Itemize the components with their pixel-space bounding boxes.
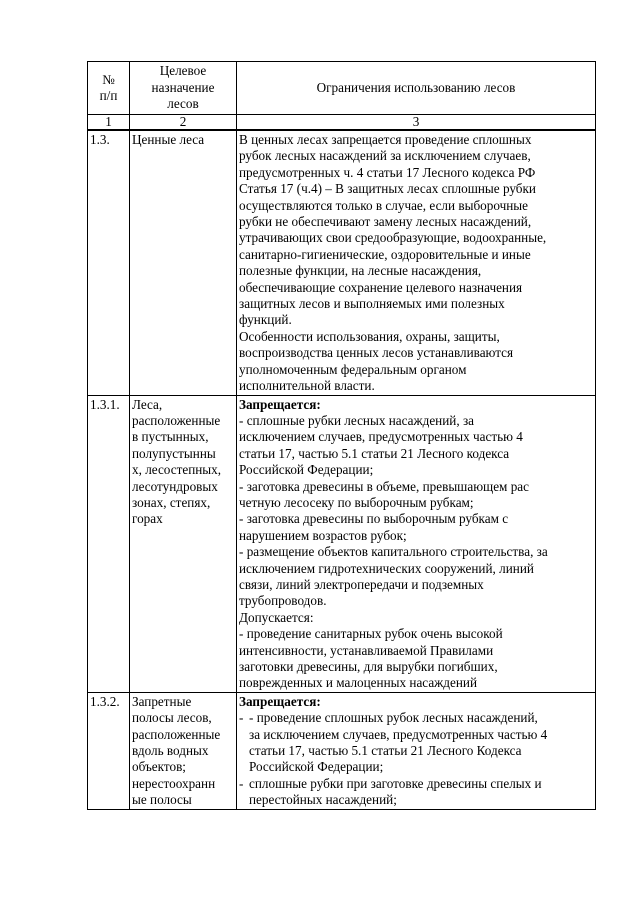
purpose-line: объектов; — [132, 759, 186, 775]
text-line: Статья 17 (ч.4) – В защитных лесах сплошные рубки — [239, 181, 536, 197]
text-line: связи, линий электропередачи и подземных — [239, 576, 484, 592]
purpose-line: Леса, — [132, 396, 163, 412]
allowed-heading: Допускается: — [239, 609, 314, 625]
header-purpose-line: лесов — [167, 96, 199, 112]
purpose-line: в пустынных, — [132, 429, 209, 445]
text-line: предусмотренных ч. 4 статьи 17 Лесного кодекса РФ — [239, 164, 536, 180]
purpose-line: расположенные — [132, 412, 221, 428]
text-line: сплошные рубки при заготовке древесины спелых и — [249, 775, 542, 791]
column-number: 3 — [237, 115, 596, 131]
table-row — [88, 692, 596, 809]
purpose-line: полупустынны — [132, 445, 216, 461]
text-line: поврежденных и малоценных насаждений — [239, 675, 478, 691]
row-restrictions — [237, 130, 596, 395]
list-marker: - — [239, 775, 244, 791]
text-line: защитных лесов и выполняемых ими полезных — [239, 296, 505, 312]
column-number: 2 — [130, 115, 237, 131]
list-item — [239, 776, 593, 809]
text-line: Особенности использования, охраны, защиты, — [239, 328, 500, 344]
text-line: перестойных насаждений; — [249, 792, 397, 808]
row-purpose — [130, 395, 237, 692]
header-number-line: № — [102, 71, 115, 87]
text-line: В ценных лесах запрещается проведение сплошных — [239, 132, 532, 147]
purpose-line: нерестоохранн — [132, 775, 216, 791]
text-line: - проведение сплошных рубок лесных насаждений, — [249, 710, 538, 726]
purpose-line: Запретные — [132, 693, 192, 709]
row-restrictions — [237, 395, 596, 692]
text-line: обеспечивающие сохранение целевого назначения — [239, 279, 523, 295]
row-number: 1.3.2. — [88, 692, 130, 809]
column-number-row — [88, 115, 596, 131]
text-line: четную лесосеку по выборочным рубкам; — [239, 494, 474, 510]
text-line: исполнительной власти. — [239, 378, 375, 394]
purpose-line: зонах, степях, — [132, 494, 211, 510]
list-marker: - — [239, 710, 244, 726]
purpose-line: ые полосы — [132, 792, 192, 808]
header-purpose — [130, 62, 237, 115]
purpose-line: лесотундровых — [132, 478, 218, 494]
row-number: 1.3. — [88, 130, 130, 395]
purpose-line: расположенные — [132, 726, 221, 742]
text-line: статьи 17, частью 5.1 статьи 21 Лесного кодекса — [239, 445, 510, 461]
text-line: - размещение объектов капитального строительства, за — [239, 544, 548, 560]
text-line: санитарно-гигиенические, оздоровительные и иные — [239, 246, 531, 262]
purpose-line: Ценные леса — [132, 132, 205, 147]
purpose-line: вдоль водных — [132, 743, 209, 759]
text-line: за исключением случаев, предусмотренных частью 4 — [249, 726, 548, 742]
prohibited-heading: Запрещается: — [239, 396, 321, 412]
header-purpose-line: назначение — [151, 79, 215, 95]
row-purpose — [130, 130, 237, 395]
text-line: утрачивающих свои средообразующие, водоохранные, — [239, 230, 547, 246]
purpose-line: полосы лесов, — [132, 710, 212, 726]
text-line: Российской Федерации; — [249, 759, 384, 775]
column-number: 1 — [88, 115, 130, 131]
text-line: воспроизводства ценных лесов устанавливаются — [239, 345, 514, 361]
header-number — [88, 62, 130, 115]
header-purpose-line: Целевое — [159, 63, 207, 79]
text-line: - проведение санитарных рубок очень высокой — [239, 626, 503, 642]
list-item-text — [249, 776, 593, 809]
row-purpose — [130, 692, 237, 809]
text-line: рубок лесных насаждений за исключением случаев, — [239, 148, 531, 164]
text-line: статьи 17, частью 5.1 статьи 21 Лесного Кодекса — [249, 743, 522, 759]
text-line: трубопроводов. — [239, 593, 327, 609]
header-restrictions: Ограничения использованию лесов — [237, 62, 596, 115]
text-line: осуществляются только в случае, если выборочные — [239, 197, 528, 213]
list-item-text — [249, 710, 593, 776]
text-line: интенсивности, устанавливаемой Правилами — [239, 642, 494, 658]
text-line: рубки не обеспечивают замену лесных насаждений, — [239, 214, 532, 230]
text-line: нарушением возрастов рубок; — [239, 527, 407, 543]
header-number-line: п/п — [99, 88, 118, 103]
row-restrictions — [237, 692, 596, 809]
forest-restrictions-table — [87, 61, 596, 810]
purpose-line: х, лесостепных, — [132, 462, 222, 478]
row-number: 1.3.1. — [88, 395, 130, 692]
text-line: исключением гидротехнических сооружений, линий — [239, 560, 534, 576]
text-line: функций. — [239, 312, 292, 328]
text-line: - заготовка древесины по выборочным рубкам с — [239, 511, 509, 527]
prohibited-heading: Запрещается: — [239, 693, 321, 709]
text-line: полезные функции, на лесные насаждения, — [239, 263, 482, 279]
text-line: Российской Федерации; — [239, 462, 374, 478]
purpose-line: горах — [132, 511, 163, 527]
table-row — [88, 395, 596, 692]
table-row — [88, 130, 596, 395]
text-line: уполномоченным федеральным органом — [239, 361, 467, 377]
text-line: исключением случаев, предусмотренных частью 4 — [239, 429, 523, 445]
header-row — [88, 62, 596, 115]
text-line: - заготовка древесины в объеме, превышающем рас — [239, 478, 529, 494]
text-line: - сплошные рубки лесных насаждений, за — [239, 412, 475, 428]
list-item — [239, 710, 593, 776]
text-line: заготовки древесины, для вырубки погибших, — [239, 659, 498, 674]
